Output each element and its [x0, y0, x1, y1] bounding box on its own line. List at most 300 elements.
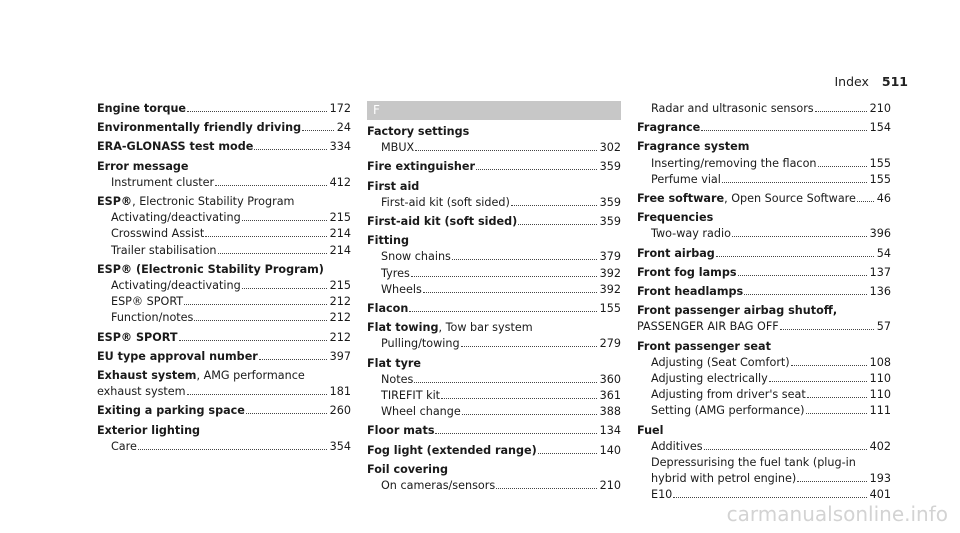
leader-dots [187, 111, 327, 112]
page-ref[interactable]: 155 [599, 302, 621, 316]
index-entry [97, 101, 351, 117]
index-subterm: Wheels [381, 282, 422, 296]
index-term [97, 368, 305, 384]
page-ref[interactable]: 136 [869, 285, 891, 299]
index-term [651, 387, 806, 403]
index-column-2 [367, 101, 621, 497]
leader-dots [242, 288, 327, 289]
page-ref[interactable]: 392 [599, 282, 621, 296]
index-subterm: Wheel change [381, 405, 461, 419]
index-term-bold: Floor mats [367, 424, 435, 438]
index-term [111, 310, 193, 326]
index-entry [367, 214, 621, 230]
index-term [111, 278, 241, 294]
page-ref[interactable]: 354 [329, 439, 351, 453]
index-row[interactable] [367, 336, 621, 352]
index-row[interactable] [637, 265, 891, 281]
index-term-rest: , Electronic Stability Program [132, 195, 295, 209]
page-ref[interactable]: 57 [876, 320, 891, 334]
leader-dots [409, 311, 596, 312]
index-term [97, 262, 324, 278]
index-row[interactable] [367, 478, 621, 494]
index-row[interactable] [97, 368, 351, 384]
index-entry [367, 159, 621, 175]
page-ref[interactable]: 392 [599, 266, 621, 280]
index-term [651, 403, 805, 419]
index-row[interactable] [637, 120, 891, 136]
page-ref[interactable]: 360 [599, 372, 621, 386]
index-row[interactable] [637, 355, 891, 371]
index-subterm: Tyres [381, 266, 410, 280]
index-term [367, 462, 448, 478]
page-ref[interactable]: 361 [599, 389, 621, 403]
index-row[interactable] [637, 172, 891, 188]
section-header: F [367, 101, 621, 120]
index-term-bold: Exiting a parking space [97, 404, 245, 418]
page-ref[interactable]: 110 [869, 372, 891, 386]
page-ref[interactable]: 402 [869, 439, 891, 453]
index-term-bold: Error message [97, 159, 189, 173]
page-ref[interactable]: 412 [329, 175, 351, 189]
index-row[interactable] [97, 101, 351, 117]
index-row[interactable] [97, 278, 351, 294]
index-subterm: MBUX [381, 141, 415, 155]
page-ref[interactable]: 181 [329, 385, 351, 399]
index-term-bold: Flat towing [367, 321, 439, 335]
leader-dots [215, 185, 326, 186]
page-ref[interactable]: 155 [869, 156, 891, 170]
index-entry [97, 349, 351, 365]
leader-dots [769, 381, 867, 382]
index-term [381, 372, 413, 388]
leader-dots [246, 413, 327, 414]
index-row[interactable] [637, 319, 891, 335]
index-term [381, 266, 410, 282]
index-term [637, 210, 713, 226]
index-row[interactable] [367, 233, 621, 249]
leader-dots [187, 394, 327, 395]
index-entry [367, 320, 621, 352]
page-ref[interactable]: 193 [869, 472, 891, 486]
leader-dots [496, 488, 596, 489]
page-ref[interactable]: 155 [869, 172, 891, 186]
index-entry [637, 246, 891, 262]
index-term-bold: Fire extinguisher [367, 160, 475, 174]
index-entry [637, 284, 891, 300]
index-term [367, 179, 419, 195]
leader-dots [218, 253, 327, 254]
header-label: Index [834, 74, 869, 89]
index-subterm: exhaust system [97, 385, 186, 399]
index-row[interactable] [97, 120, 351, 136]
index-term [381, 249, 451, 265]
page-ref[interactable]: 396 [869, 227, 891, 241]
index-subterm: First-aid kit (soft sided) [381, 195, 510, 209]
leader-dots [414, 382, 596, 383]
index-term-bold: Exterior lighting [97, 423, 201, 437]
index-term [97, 139, 253, 155]
index-entry [367, 301, 621, 317]
index-term [651, 487, 672, 503]
leader-dots [732, 236, 867, 237]
index-subterm: Care [111, 439, 137, 453]
index-row[interactable] [367, 462, 621, 478]
index-term-bold: Engine torque [97, 102, 187, 115]
index-entry [367, 179, 621, 211]
index-entry [367, 443, 621, 459]
leader-dots [452, 259, 597, 260]
index-term-bold: Fragrance system [637, 140, 750, 154]
leader-dots [415, 150, 596, 151]
page-ref[interactable]: 260 [329, 404, 351, 418]
index-term [97, 330, 178, 346]
index-row[interactable] [97, 294, 351, 310]
index-term-bold: Front passenger airbag shutoff, [637, 304, 838, 318]
leader-dots [722, 182, 867, 183]
index-term-rest: , Tow bar system [438, 321, 533, 335]
leader-dots [179, 340, 327, 341]
index-row[interactable] [637, 339, 891, 355]
index-term-bold: Exhaust system [97, 369, 197, 383]
index-row[interactable] [97, 139, 351, 155]
index-subterm: Pulling/towing [381, 337, 460, 351]
index-term [651, 226, 731, 242]
page-ref[interactable]: 140 [599, 443, 621, 457]
index-term [637, 120, 700, 136]
index-term [637, 191, 856, 207]
index-entry [97, 139, 351, 155]
leader-dots [701, 130, 866, 131]
page-ref[interactable]: 210 [869, 102, 891, 115]
index-subterm: TIREFIT kit [381, 389, 441, 403]
index-row[interactable] [637, 303, 891, 319]
index-subterm: Inserting/removing the flacon [651, 156, 817, 170]
index-term [651, 471, 796, 487]
page-ref[interactable]: 210 [599, 479, 621, 493]
index-row[interactable] [637, 423, 891, 439]
index-entry [637, 210, 891, 242]
index-row[interactable] [97, 349, 351, 365]
page-ref[interactable]: 279 [599, 337, 621, 351]
leader-dots [423, 292, 597, 293]
index-row[interactable] [637, 246, 891, 262]
index-term [381, 195, 510, 211]
leader-dots [302, 130, 334, 131]
index-subterm: hybrid with petrol engine) [651, 472, 797, 486]
index-row[interactable] [367, 195, 621, 211]
index-term [381, 336, 460, 352]
leader-dots [818, 166, 867, 167]
page-ref[interactable]: 359 [599, 195, 621, 209]
index-term [381, 478, 495, 494]
index-subterm: Perfume vial [651, 172, 721, 186]
index-row[interactable] [367, 388, 621, 404]
leader-dots [411, 276, 597, 277]
page-ref[interactable]: 359 [599, 160, 621, 174]
index-term [367, 301, 408, 317]
page-ref[interactable]: 212 [329, 330, 351, 344]
index-row[interactable] [367, 423, 621, 439]
leader-dots [205, 236, 326, 237]
page-ref[interactable]: 397 [329, 349, 351, 363]
index-row[interactable] [367, 301, 621, 317]
page-ref[interactable]: 212 [329, 311, 351, 325]
index-term-bold: Front headlamps [637, 285, 744, 299]
index-entry [97, 159, 351, 191]
index-row[interactable] [367, 266, 621, 282]
index-term-rest: , AMG performance [196, 369, 305, 383]
index-row[interactable] [367, 179, 621, 195]
index-term [111, 175, 214, 191]
index-subterm: Instrument cluster [111, 175, 215, 189]
index-entry [637, 139, 891, 188]
index-term [651, 455, 856, 471]
page-ref[interactable]: 214 [329, 227, 351, 241]
index-term-bold: Front fog lamps [637, 265, 737, 279]
index-term [111, 243, 217, 259]
index-row[interactable] [637, 455, 891, 471]
index-term [367, 423, 434, 439]
index-subterm: Adjusting (Seat Comfort) [651, 355, 790, 369]
index-term [97, 101, 186, 117]
index-term [111, 439, 137, 455]
index-term [637, 303, 837, 319]
leader-dots [857, 201, 874, 202]
index-term [651, 101, 814, 117]
index-row[interactable] [367, 356, 621, 372]
index-subterm: On cameras/sensors [381, 479, 496, 493]
index-row[interactable] [367, 372, 621, 388]
index-term [651, 439, 703, 455]
index-term-bold: ESP® SPORT [97, 330, 178, 344]
index-row[interactable] [97, 175, 351, 191]
index-row[interactable] [637, 210, 891, 226]
page-ref[interactable]: 108 [869, 355, 891, 369]
index-term [367, 159, 475, 175]
leader-dots [704, 449, 867, 450]
index-row[interactable] [367, 249, 621, 265]
leader-dots [518, 224, 596, 225]
leader-dots [815, 111, 867, 112]
index-row[interactable] [637, 471, 891, 487]
index-entry [97, 368, 351, 400]
index-term [651, 371, 768, 387]
index-term [637, 319, 779, 335]
index-row[interactable] [97, 310, 351, 326]
page-ref[interactable]: 137 [869, 265, 891, 279]
page-ref[interactable]: 54 [876, 246, 891, 260]
index-row[interactable] [367, 159, 621, 175]
index-term [97, 349, 258, 365]
index-row[interactable] [367, 404, 621, 420]
index-entry [367, 124, 621, 156]
index-entry [97, 120, 351, 136]
leader-dots [738, 275, 867, 276]
index-row[interactable] [367, 443, 621, 459]
index-term [381, 140, 414, 156]
page-ref[interactable]: 215 [329, 211, 351, 225]
page-ref[interactable]: 302 [599, 141, 621, 155]
page-ref[interactable]: 24 [336, 121, 351, 135]
page-ref[interactable]: 172 [329, 102, 351, 115]
index-entry [97, 330, 351, 346]
leader-dots [511, 205, 597, 206]
index-row[interactable] [97, 243, 351, 259]
index-row[interactable] [637, 156, 891, 172]
index-term [111, 210, 241, 226]
index-row[interactable] [97, 384, 351, 400]
page-ref[interactable]: 215 [329, 279, 351, 293]
index-row[interactable] [637, 284, 891, 300]
leader-dots [462, 414, 597, 415]
index-row[interactable] [637, 403, 891, 419]
index-term [367, 233, 409, 249]
index-row[interactable] [97, 330, 351, 346]
leader-dots [254, 149, 326, 150]
index-term-bold: Front passenger seat [637, 339, 771, 353]
leader-dots [797, 481, 866, 482]
index-term-bold: Fog light (extended range) [367, 443, 537, 457]
index-row[interactable] [367, 140, 621, 156]
index-entry [367, 233, 621, 298]
index-row[interactable] [637, 226, 891, 242]
index-term-bold: First aid [367, 179, 420, 193]
index-term-bold: ERA-GLONASS test mode [97, 140, 254, 154]
index-subterm: Activating/deactivating [111, 279, 241, 293]
index-row[interactable] [97, 423, 351, 439]
index-entry [97, 423, 351, 455]
index-row[interactable] [637, 371, 891, 387]
index-subterm: Snow chains [381, 250, 451, 264]
index-term-bold: Flacon [367, 302, 409, 316]
index-term-bold: Foil covering [367, 462, 448, 476]
page-ref[interactable]: 111 [869, 404, 891, 418]
page-ref[interactable]: 212 [329, 295, 351, 309]
index-term-bold: Environmentally friendly driving [97, 121, 302, 135]
index-subterm: Additives [651, 439, 703, 453]
index-term-bold: ESP® [97, 195, 133, 209]
leader-dots [194, 320, 326, 321]
index-subterm: Adjusting from driver's seat [651, 388, 806, 402]
index-row[interactable] [637, 101, 891, 117]
index-row[interactable] [637, 439, 891, 455]
leader-dots [744, 294, 866, 295]
page-ref[interactable]: 359 [599, 215, 621, 229]
index-subterm: Activating/deactivating [111, 211, 241, 225]
index-term [637, 339, 771, 355]
index-term [367, 356, 421, 372]
index-entry [637, 303, 891, 335]
index-column-3 [637, 101, 891, 507]
leader-dots [806, 413, 867, 414]
index-row[interactable] [97, 210, 351, 226]
leader-dots [476, 169, 597, 170]
index-term-rest: , Open Source Software [724, 192, 856, 206]
index-row[interactable] [367, 214, 621, 230]
index-row[interactable] [97, 159, 351, 175]
index-row[interactable] [97, 194, 351, 210]
page-ref[interactable]: 401 [869, 488, 891, 502]
index-row[interactable] [367, 320, 621, 336]
index-term [367, 443, 537, 459]
index-entry [637, 120, 891, 136]
index-term-bold: ESP® (Electronic Stability Program) [97, 262, 324, 276]
page-ref[interactable]: 379 [599, 250, 621, 264]
index-subterm: Trailer stabilisation [111, 243, 217, 257]
index-term [637, 423, 663, 439]
index-entry [367, 423, 621, 439]
index-row[interactable] [367, 124, 621, 140]
index-term [637, 284, 743, 300]
index-row[interactable] [367, 282, 621, 298]
index-term-bold: Free software [637, 192, 725, 206]
index-term [651, 355, 790, 371]
page-ref[interactable]: 154 [869, 121, 891, 135]
index-term [637, 265, 737, 281]
index-term-bold: Fragrance [637, 121, 701, 135]
leader-dots [138, 449, 327, 450]
index-subterm: Depressurising the fuel tank (plug-in [651, 456, 856, 470]
index-subterm: E10 [651, 488, 673, 502]
page-ref[interactable]: 334 [329, 140, 351, 154]
index-row[interactable] [97, 439, 351, 455]
index-row[interactable] [637, 387, 891, 403]
page-ref[interactable]: 214 [329, 243, 351, 257]
index-subterm: PASSENGER AIR BAG OFF [637, 320, 779, 334]
index-term [367, 320, 533, 336]
index-term [651, 156, 817, 172]
index-entry [97, 403, 351, 419]
index-term [381, 282, 422, 298]
page-ref[interactable]: 110 [869, 388, 891, 402]
index-term [97, 423, 200, 439]
index-row[interactable] [637, 191, 891, 207]
index-entry [367, 462, 621, 494]
index-term [111, 226, 204, 242]
leader-dots [673, 497, 866, 498]
index-term [97, 384, 186, 400]
index-row[interactable] [637, 139, 891, 155]
page-number: 511 [881, 74, 908, 89]
page-ref[interactable]: 46 [876, 192, 891, 206]
index-subterm: Two-way radio [651, 227, 731, 241]
leader-dots [538, 453, 597, 454]
index-term-bold: EU type approval number [97, 349, 258, 363]
index-entry [367, 356, 621, 421]
index-entry [97, 194, 351, 259]
index-term [651, 172, 721, 188]
leader-dots [780, 329, 874, 330]
index-row[interactable] [97, 403, 351, 419]
index-entry [637, 191, 891, 207]
leader-dots [259, 359, 327, 360]
index-term [97, 194, 294, 210]
page-ref[interactable]: 134 [599, 424, 621, 438]
index-term-bold: Front airbag [637, 246, 715, 260]
leader-dots [461, 346, 597, 347]
index-term [111, 294, 183, 310]
index-term [381, 388, 440, 404]
leader-dots [716, 256, 874, 257]
index-row[interactable] [97, 226, 351, 242]
index-term-bold: Frequencies [637, 211, 714, 225]
index-row[interactable] [97, 262, 351, 278]
index-column-1 [97, 101, 351, 458]
index-term-bold: Fuel [637, 423, 664, 437]
index-term-bold: First-aid kit (soft sided) [367, 215, 518, 229]
page-ref[interactable]: 388 [599, 405, 621, 419]
index-term [367, 214, 517, 230]
